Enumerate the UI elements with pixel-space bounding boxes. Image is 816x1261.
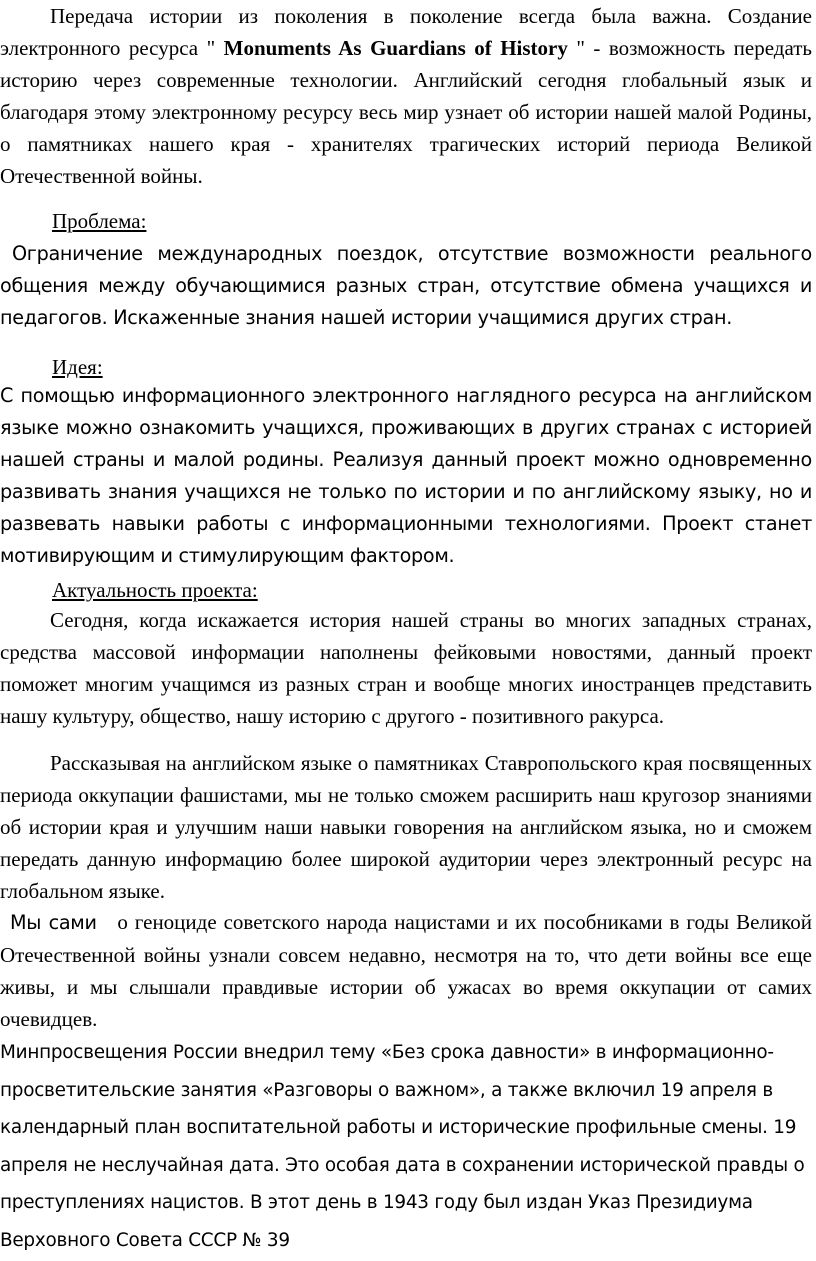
resource-name: Monuments As Guardians of History — [223, 36, 568, 60]
relevance-paragraph-1: Сегодня, когда искажается история нашей страны во многих западных странах, средства массовой информации наполнены фейковыми новостями, данный проект поможет многим учащимся из разных стран и вообще многих иностранцев представить нашу культуру, общество, нашу историю с другого - позитивного ракурса. — [0, 608, 812, 728]
genocide-lead: Мы сами — [10, 911, 97, 934]
problem-paragraph: Ограничение международных поездок, отсутствие возможности реального общения между обучающимися разных стран, отсутствие обмена учащихся и педагогов. Искаженные знания нашей истории учащимися других стран. — [0, 242, 812, 329]
intro-text-start: Передача истории из поколения в поколение всегда была важна. Создание электронного ресурса " — [0, 4, 812, 60]
relevance-heading: Актуальность проекта: — [52, 578, 258, 602]
ministry-paragraph: Минпросвещения России внедрил тему «Без срока давности» в информационно-просветительские занятия «Разговоры о важном», а также включил 19 апреля в календарный план воспитательной работы и исторические профильные смены. 19 апреля не неслучайная дата. Это особая дата в сохранении исторической правды о преступлениях нацистов. В этот день в 1943 году был издан Указ Президиума Верховного Совета СССР № 39 — [0, 1042, 805, 1251]
intro-paragraph — [0, 0, 812, 192]
idea-paragraph: С помощью информационного электронного наглядного ресурса на английском языке можно ознакомить учащихся, проживающих в других странах с историей нашей страны и малой родины. Реализуя данный проект можно одновременно развивать знания учащихся не только по истории и по английскому языку, но и развевать навыки работы с информационными технологиями. Проект станет мотивирующим и стимулирующим фактором. — [0, 384, 812, 567]
idea-heading: Идея: — [52, 355, 103, 379]
intro-text-end: " - возможность передать историю через современные технологии. Английский сегодня глобальный язык и благодаря этому электронному ресурсу весь мир узнает об истории нашей малой Родины, о памятниках нашего края - хранителях трагических историй периода Великой Отечественной войны. — [0, 36, 812, 188]
problem-heading: Проблема: — [52, 209, 147, 233]
relevance-paragraph-2: Рассказывая на английском языке о памятниках Ставропольского края посвященных периода оккупации фашистами, мы не только сможем расширить наш кругозор знаниями об истории края и улучшим наши навыки говорения на английском языка, но и сможем передать данную информацию более широкой аудитории через электронный ресурс на глобальном языке. — [0, 751, 812, 903]
genocide-text: о геноциде советского народа нацистами и их пособниками в годы Великой Отечественной войны узнали совсем недавно, несмотря на то, что дети войны все еще живы, и мы слышали правдивые истории об ужасах во время оккупации от самих очевидцев. — [0, 910, 812, 1031]
genocide-paragraph — [0, 906, 812, 1035]
